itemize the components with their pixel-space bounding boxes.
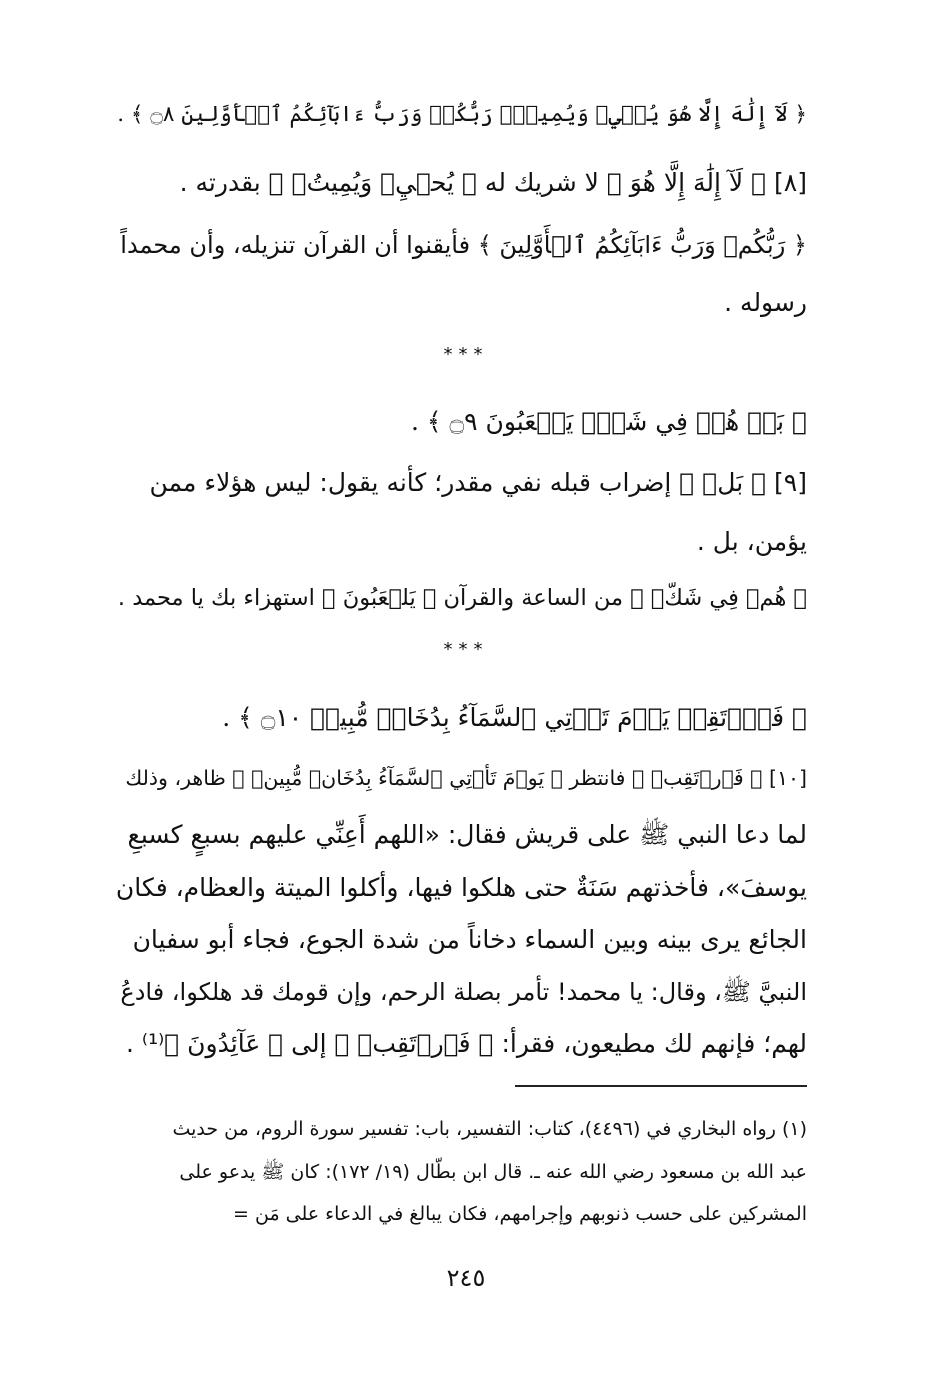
commentary-line: رسوله . [724, 288, 807, 317]
commentary-line: يوسفَ»، فأخذتهم سَنَةٌ حتى هلكوا فيها، وأكلوا الميتة والعظام، فكان [115, 873, 807, 902]
verse-9: ﴿ بَلۡ هُمۡ فِي شَكّٖ يَلۡعَبُونَ ۝٩ ﴾ . [411, 407, 807, 436]
verse-10: ﴿ فَٱرۡتَقِبۡ يَوۡمَ تَأۡتِي ٱلسَّمَآءُ بِدُخَانٖ مُّبِينٖ ۝١٠ ﴾ . [222, 703, 807, 732]
commentary-line: ﴿ رَبُّكُمۡ وَرَبُّ ءَابَآئِكُمُ ٱلۡأَوَّلِينَ ﴾ فأيقنوا أن القرآن تنزيله، وأن محمداً [120, 231, 807, 259]
commentary-line: النبيَّ ﷺ، وقال: يا محمد! تأمر بصلة الرحم، وإن قومك قد هلكوا، فادعُ [120, 978, 807, 1006]
commentary-line: الجائع يرى بينه وبين السماء دخاناً من شدة الجوع، فجاء أبو سفيان [132, 925, 807, 954]
commentary-line: لهم؛ فإنهم لك مطيعون، فقرأ: ﴿ فَٱرۡتَقِبۡ ﴾ إلى ﴿ عَآئِدُونَ ﴾⁽¹⁾ . [126, 1029, 807, 1058]
section-separator: *** [443, 344, 489, 365]
verse-8: ﴿ لَآ إِلَٰهَ إِلَّا هُوَ يُحۡيِۦ وَيُمِيتُۖ رَبُّكُمۡ وَرَبُّ ءَابَآئِكُمُ ٱلۡأَوَّلِينَ ۝٨ ﴾ . [117, 102, 807, 127]
commentary-line: [٩] ﴿ بَلۡ ﴾ إضراب قبله نفي مقدر؛ كأنه يقول: ليس هؤلاء ممن [149, 468, 807, 497]
footnote-line: (١) رواه البخاري في (٤٤٩٦)، كتاب: التفسير، باب: تفسير سورة الروم، من حديث [172, 1118, 807, 1140]
footnote-divider [515, 1085, 807, 1087]
footnote-line: عبد الله بن مسعود رضي الله عنه ـ. قال ابن بطّال (١٩/ ١٧٢): كان ﷺ يدعو على [179, 1161, 807, 1183]
commentary-line: يؤمن، بل . [696, 527, 807, 556]
commentary-line: ﴿ هُمۡ فِي شَكّٖ ﴾ من الساعة والقرآن ﴿ يَلۡعَبُونَ ﴾ استهزاء بك يا محمد . [117, 585, 807, 611]
page-number: ٢٤٥ [446, 1264, 486, 1292]
commentary-line: لما دعا النبي ﷺ على قريش فقال: «اللهم أَعِنِّي عليهم بسبعٍ كسبعِ [127, 820, 807, 849]
footnote-line: المشركين على حسب ذنوبهم وإجرامهم، فكان يبالغ في الدعاء على مَن = [233, 1203, 807, 1225]
commentary-line: [١٠] ﴿ فَٱرۡتَقِبۡ ﴾ فانتظر ﴿ يَوۡمَ تَأۡتِي ٱلسَّمَآءُ بِدُخَانٖ مُّبِينٖ ﴾ ظاهر، وذلك [125, 766, 807, 790]
section-separator: *** [443, 639, 489, 660]
commentary-line: [٨] ﴿ لَآ إِلَٰهَ إِلَّا هُوَ ﴾ لا شريك له ﴿ يُحۡيِۦ وَيُمِيتُۖ ﴾ بقدرته . [179, 168, 807, 197]
